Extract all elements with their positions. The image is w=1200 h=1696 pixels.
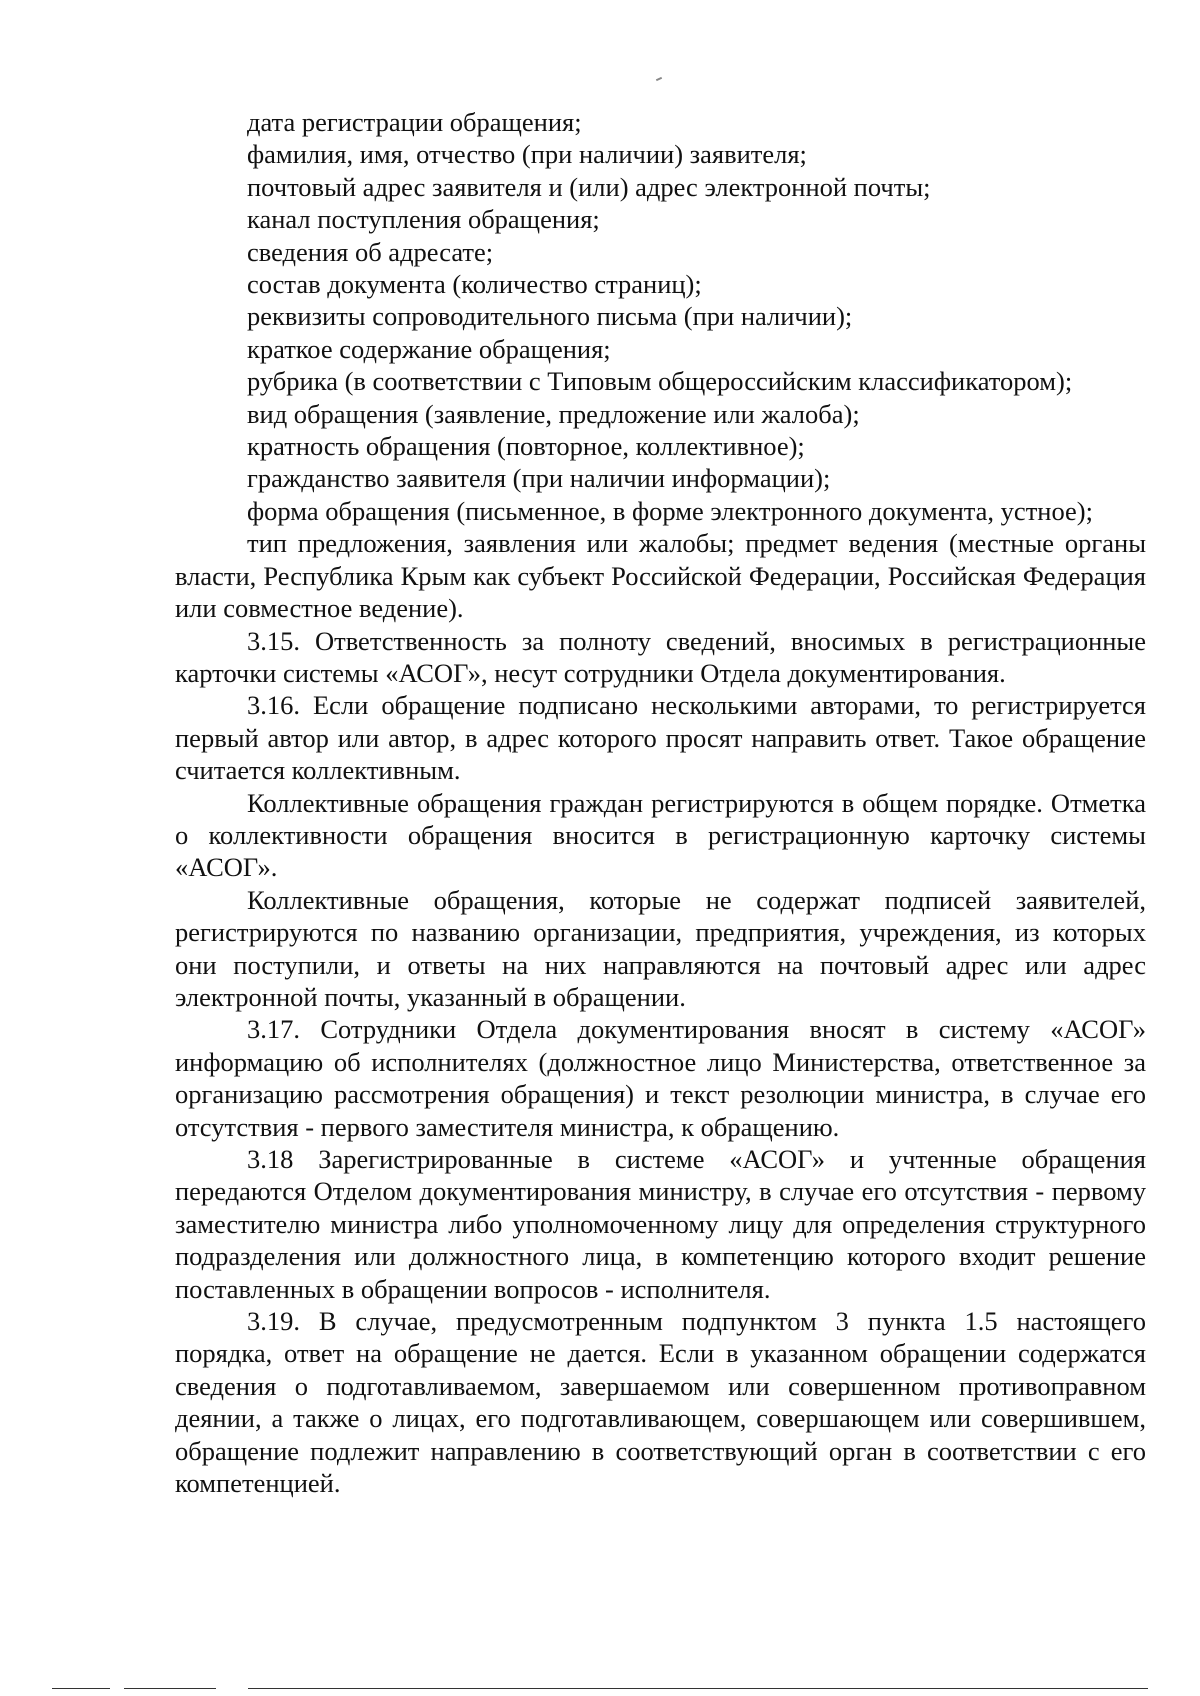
paragraph-3-17: 3.17. Сотрудники Отдела документирования вносят в систему «АСОГ» информацию об исполнителях (должностное лицо Министерства, ответственное за организацию рассмотрения обращения) и текст резолюции министра, в случае его отсутствия - первого заместителя министра, к обращению.: [175, 1014, 1146, 1142]
list-item: краткое содержание обращения;: [247, 333, 611, 364]
list-item: кратность обращения (повторное, коллективное);: [247, 431, 805, 462]
list-item: состав документа (количество страниц);: [247, 269, 702, 300]
footer-rule: [52, 1688, 110, 1689]
paragraph-type: тип предложения, заявления или жалобы; предмет ведения (местные органы власти, Республика Крым как субъект Российской Федерации, Российская Федерация или совместное ведение).: [175, 528, 1146, 624]
list-item: канал поступления обращения;: [247, 204, 600, 235]
paragraph-collective-registration: Коллективные обращения граждан регистрируются в общем порядке. Отметка о коллективности обращения вносится в регистрационную карточку системы «АСОГ».: [175, 787, 1146, 883]
list-item: дата регистрации обращения;: [247, 107, 582, 137]
paragraph-3-19: 3.19. В случае, предусмотренным подпунктом 3 пункта 1.5 настоящего порядка, ответ на обращение не дается. Если в указанном обращении содержатся сведения о подготавливаемом, завершаемом или совершенном противоправном деянии, а также о лицах, его подготавливающем, совершающем или совершившем, обращение подлежит направлению в соответствующий орган в соответствии с его компетенцией.: [175, 1306, 1146, 1499]
list-item: фамилия, имя, отчество (при наличии) заявителя;: [247, 139, 807, 170]
document-body: [175, 106, 1146, 1499]
paragraph-3-15: 3.15. Ответственность за полноту сведений, вносимых в регистрационные карточки системы «АСОГ», несут сотрудники Отдела документирования.: [175, 625, 1146, 688]
paragraph-collective-unsigned: Коллективные обращения, которые не содержат подписей заявителей, регистрируются по названию организации, предприятия, учреждения, из которых они поступили, и ответы на них направляются на почтовый адрес или адрес электронной почты, указанный в обращении.: [175, 884, 1146, 1012]
list-item: рубрика (в соответствии с Типовым общероссийским классификатором);: [247, 366, 1073, 397]
paragraph-3-18: 3.18 Зарегистрированные в системе «АСОГ» и учтенные обращения передаются Отделом документирования министру, в случае его отсутствия - первому заместителю министра либо уполномоченному лицу для определения структурного подразделения или должностного лица, в компетенцию которого входит решение поставленных в обращении вопросов - исполнителя.: [175, 1144, 1146, 1304]
paragraph-form: форма обращения (письменное, в форме электронного документа, устное);: [247, 495, 1093, 526]
list-item: сведения об адресате;: [247, 236, 494, 267]
list-item: гражданство заявителя (при наличии информации);: [247, 463, 831, 494]
paragraph-3-16: 3.16. Если обращение подписано несколькими авторами, то регистрируется первый автор или автор, в адрес которого просят направить ответ. Такое обращение считается коллективным.: [175, 690, 1146, 786]
list-item: почтовый адрес заявителя и (или) адрес электронной почты;: [247, 171, 931, 202]
footer-rule: [248, 1688, 1148, 1689]
list-item: вид обращения (заявление, предложение или жалоба);: [247, 398, 860, 429]
scan-artifact: [656, 77, 662, 81]
list-item: реквизиты сопроводительного письма (при наличии);: [247, 301, 853, 332]
footer-rule: [124, 1688, 216, 1689]
